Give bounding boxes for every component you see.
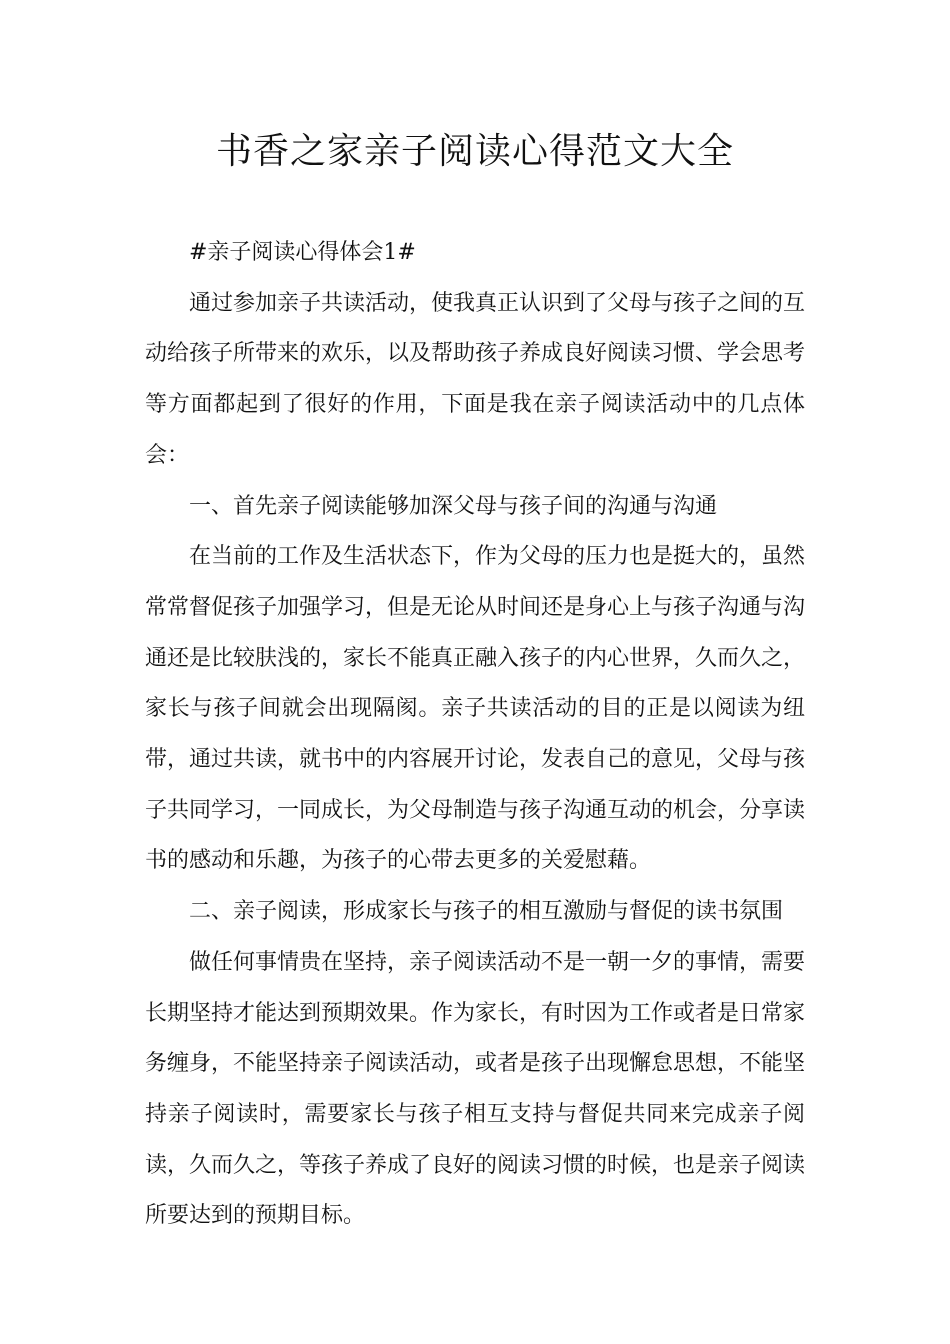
- subheading-one: 一、首先亲子阅读能够加深父母与孩子间的沟通与沟通: [189, 493, 718, 519]
- paragraph-persistence: 做任何事情贵在坚持，亲子阅读活动不是一朝一夕的事情，需要长期坚持才能达到预期效果。作为家长，有时因为工作或者是日常家务缠身，不能坚持亲子阅读活动，或者是孩子出现懈怠思想，不能坚持亲子阅读时，需要家长与孩子相互支持与督促共同来完成亲子阅读，久而久之，等孩子养成了良好的阅读习惯的时候，也是亲子阅读所要达到的预期目标。: [145, 949, 806, 1229]
- section-heading-1: #亲子阅读心得体会1#: [189, 240, 416, 265]
- document-title: 书香之家亲子阅读心得范文大全: [215, 131, 734, 172]
- paragraph-communication: 在当前的工作及生活状态下，作为父母的压力也是挺大的，虽然常常督促孩子加强学习，但是无论从时间还是身心上与孩子沟通与沟通还是比较肤浅的，家长不能真正融入孩子的内心世界，久而久之，家长与孩子间就会出现隔阂。亲子共读活动的目的正是以阅读为纽带，通过共读，就书中的内容展开讨论，发表自己的意见，父母与孩子共同学习，一同成长，为父母制造与孩子沟通互动的机会，分享读书的感动和乐趣，为孩子的心带去更多的关爱慰藉。: [145, 544, 806, 874]
- subheading-two: 二、亲子阅读，形成家长与孩子的相互激励与督促的读书氛围: [189, 899, 784, 925]
- document-body: [145, 228, 805, 1242]
- paragraph-intro: 通过参加亲子共读活动，使我真正认识到了父母与孩子之间的互动给孩子所带来的欢乐，以及帮助孩子养成良好阅读习惯、学会思考等方面都起到了很好的作用，下面是我在亲子阅读活动中的几点体会：: [145, 290, 806, 468]
